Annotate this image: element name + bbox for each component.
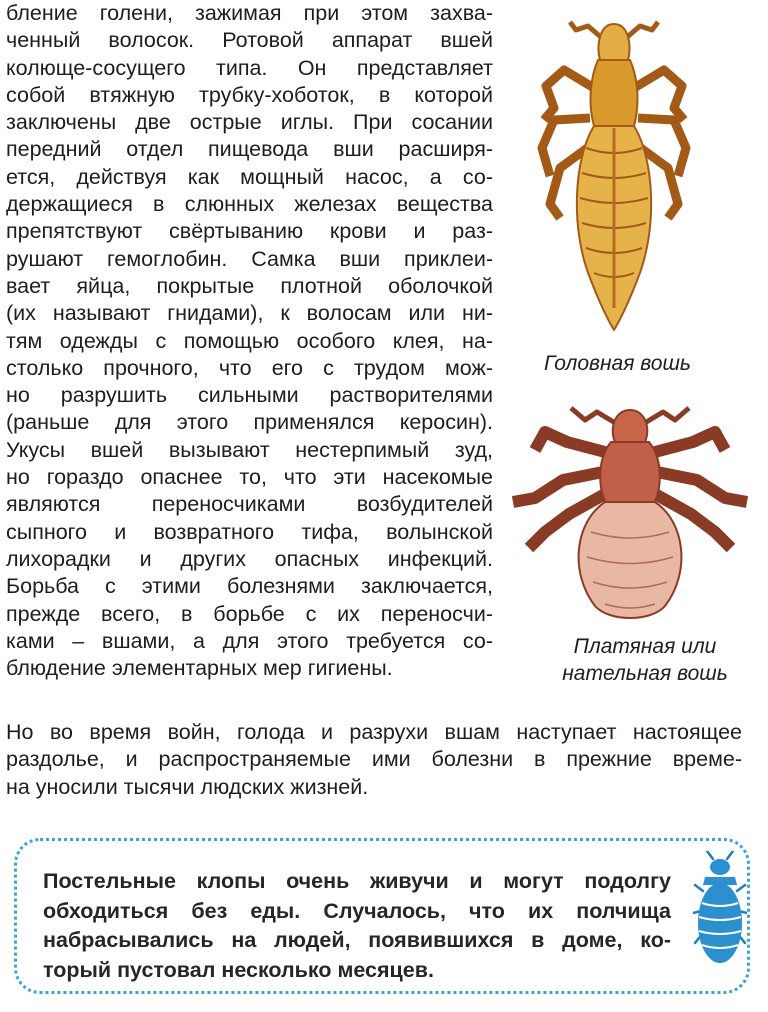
text-line: на уносили тысячи людских жизней. [6,774,369,799]
text-line: Но во время войн, голода и разрухи вшам наступает настоящее [6,720,742,744]
text-line: лихорадки и других опасных инфекций. [6,546,493,571]
text-line: но гораздо опаснее то, что эти насекомые [6,465,493,490]
body-louse-caption-line: нательная вошь [562,662,728,685]
note-line: набрасывались на людей, появившихся в доме, ко- [43,928,671,952]
text-line: рушают гемоглобин. Самка вши приклеи- [6,246,493,271]
note-line: обходиться без еды. Случалось, что их полчища [43,898,671,923]
text-line: собой втяжную трубку-хоботок, в которой [6,82,493,107]
head-louse-caption: Головная вошь [544,352,691,375]
body-louse-illustration [505,402,755,630]
text-line: Укусы вшей вызывают нестерпимый зуд, [6,437,493,462]
fact-note-box [14,838,750,994]
text-line: бление голени, зажимая при этом захва- [6,1,493,25]
body-louse-caption [540,633,750,687]
text-line: сыпного и возвратного тифа, волынской [6,519,493,544]
text-line: блюдение элементарных мер гигиены. [6,656,393,681]
text-line: препятствуют свёртыванию крови и раз- [6,219,493,244]
text-line: передний отдел пищевода вши расширя- [6,137,493,162]
text-line: колюще-сосущего типа. Он представляет [6,55,493,80]
text-line: (их называют гнидами), к волосам или ни- [6,301,493,326]
text-line: столько прочного, что его с трудом мож- [6,355,493,380]
text-line: но разрушить сильными растворителями [6,383,493,408]
bedbug-icon [693,851,747,971]
text-line: являются переносчиками возбудителей [6,492,493,517]
text-line: Борьба с этими болезнями заключается, [6,574,493,599]
text-line: ченный волосок. Ротовой аппарат вшей [6,28,493,53]
text-line: раздолье, и распространяемые ими болезни в прежние време- [6,747,742,772]
head-louse-illustration [524,8,704,338]
wide-text-paragraph [6,719,742,801]
text-line: тям одежды с помощью особого клея, на- [6,328,493,353]
body-louse-caption-line: Платяная или [573,635,717,658]
text-line: заключены две острые иглы. При сосании [6,110,493,135]
text-line: прежде всего, в борьбе с их переносчи- [6,601,493,626]
fact-note-text [43,867,671,985]
text-line: вает яйца, покрытые плотной оболочкой [6,273,493,298]
main-text-column [6,0,493,682]
note-line: торый пустовал несколько месяцев. [43,957,434,982]
text-line: ками – вшами, а для этого требуется со- [6,628,493,653]
text-line: держащиеся в слюнных железах вещества [6,192,493,217]
note-line: Постельные клопы очень живучи и могут подолгу [43,869,671,893]
text-line: ется, действуя как мощный насос, а со- [6,164,493,189]
text-line: (раньше для этого применялся керосин). [6,410,493,435]
